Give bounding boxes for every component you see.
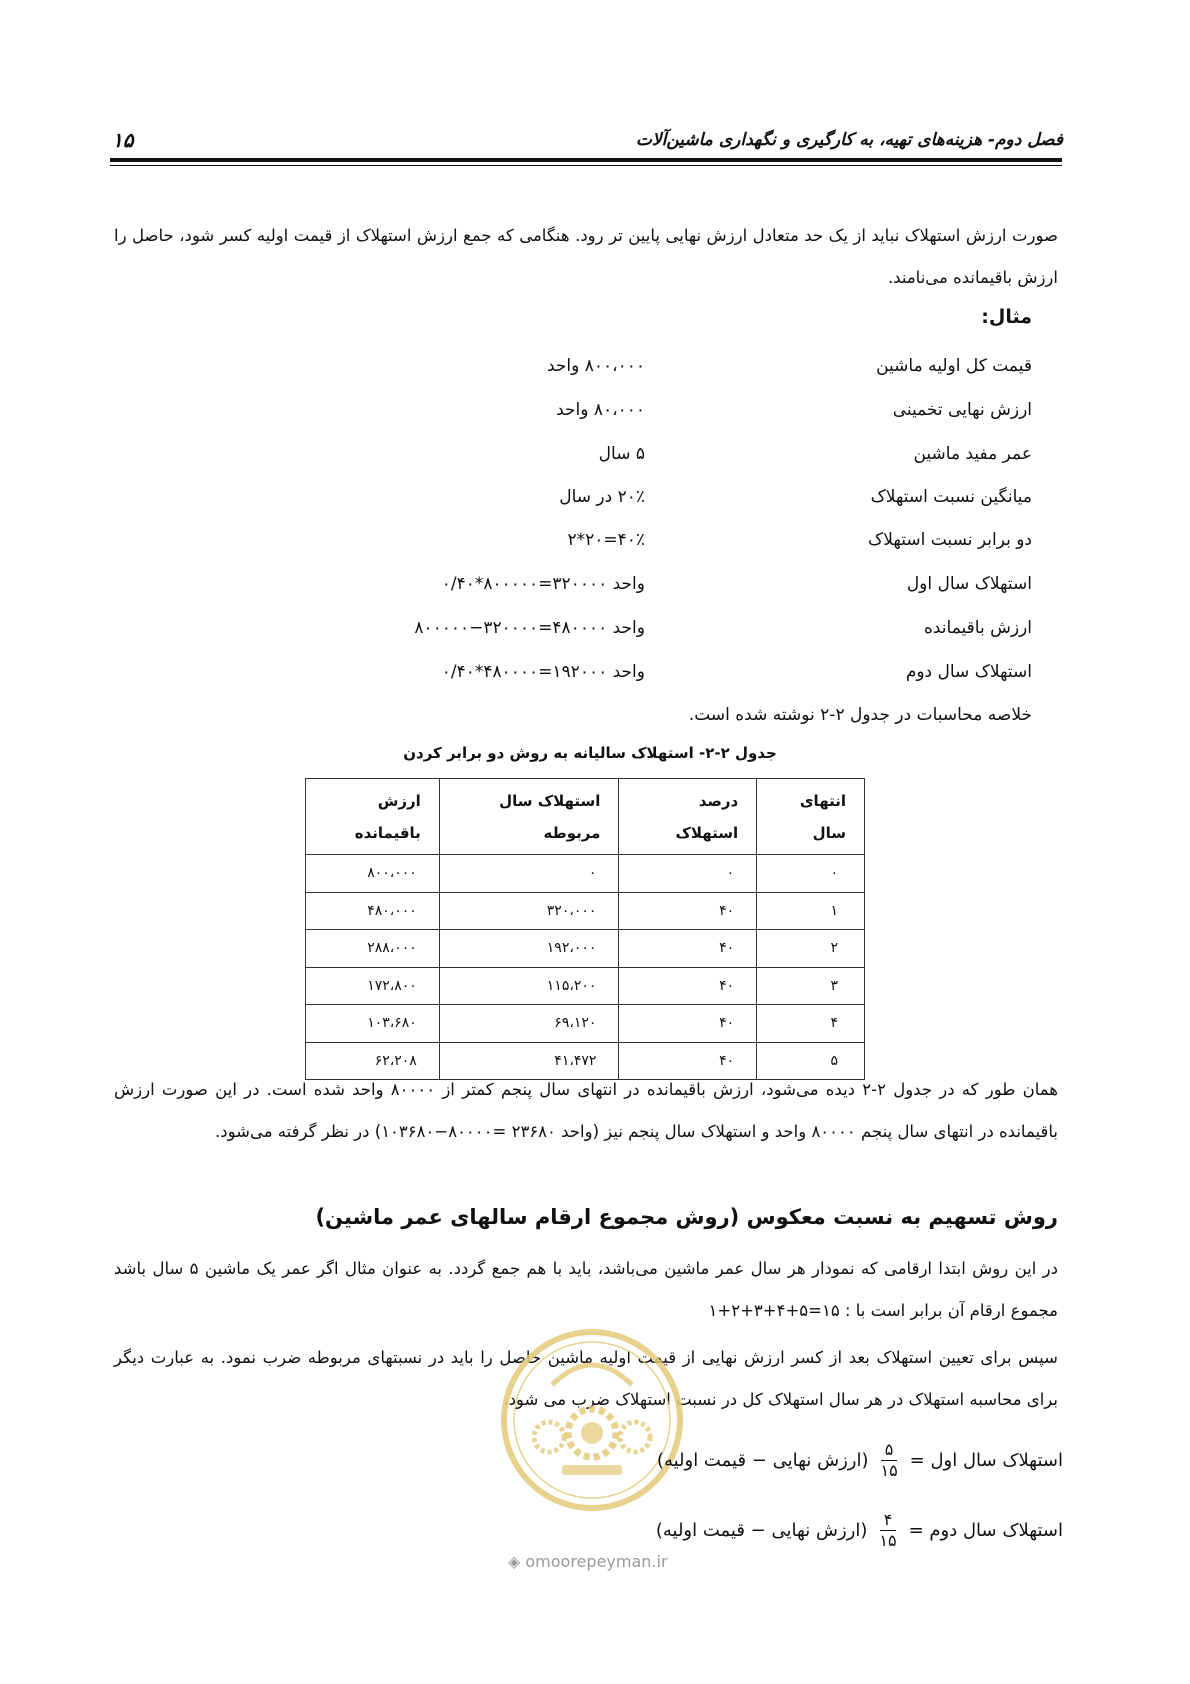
- example-label: ارزش باقیمانده: [923, 618, 1032, 638]
- fraction-numerator: ۵: [881, 1440, 898, 1461]
- table-cell: ۶۲،۲۰۸: [306, 1042, 440, 1080]
- example-value: ۲۰٪ در سال: [559, 487, 645, 507]
- example-value: ۸۰،۰۰۰ واحد: [556, 400, 645, 420]
- table-row: [306, 892, 865, 930]
- table-cell: ۱۱۵،۲۰۰: [439, 967, 619, 1005]
- table-cell: ۱۰۳،۶۸۰: [306, 1005, 440, 1043]
- example-value: ۵ سال: [598, 444, 645, 464]
- column-header: درصد استهلاک: [619, 779, 757, 855]
- fraction: [875, 1510, 900, 1551]
- header-rule-thin: [110, 165, 1062, 166]
- page-number: ۱۵: [112, 128, 134, 152]
- table-cell: ۰: [757, 855, 865, 893]
- example-value: واحد ۴۸۰۰۰۰=۳۲۰۰۰۰−۸۰۰۰۰۰: [414, 618, 645, 638]
- table-cell: ۴۰: [619, 1005, 757, 1043]
- table-row: [306, 855, 865, 893]
- section-heading: روش تسهیم به نسبت معکوس (روش مجموع ارقام سالهای عمر ماشین): [315, 1205, 1058, 1229]
- example-value: ۸۰۰،۰۰۰ واحد: [546, 356, 645, 376]
- fraction-numerator: ۴: [880, 1510, 897, 1531]
- formula-label: استهلاک سال اول =: [909, 1450, 1063, 1471]
- table-cell: ۴۰: [619, 1042, 757, 1080]
- example-value: واحد ۱۹۲۰۰۰=۴۸۰۰۰۰*۰/۴۰: [441, 662, 645, 682]
- table-cell: ۵: [757, 1042, 865, 1080]
- depreciation-table: [305, 778, 865, 1080]
- formula-year-1: [657, 1440, 1063, 1481]
- formula-expression: (ارزش نهایی − قیمت اولیه): [655, 1520, 868, 1541]
- column-header: استهلاک سال مربوطه: [439, 779, 619, 855]
- table-cell: ۳: [757, 967, 865, 1005]
- table-cell: ۰: [619, 855, 757, 893]
- intro-paragraph: صورت ارزش استهلاک نباید از یک حد متعادل ارزش نهایی پایین تر رود. هنگامی که جمع ارزش استهلاک از قیمت اولیه کسر شود، حاصل را ارزش باقیمانده می‌نامند.: [114, 226, 1058, 287]
- table-cell: ۳۲۰،۰۰۰: [439, 892, 619, 930]
- formula-label: استهلاک سال دوم =: [908, 1520, 1063, 1541]
- table-cell: ۴۰: [619, 892, 757, 930]
- table-cell: ۱۷۲،۸۰۰: [306, 967, 440, 1005]
- after-table-paragraph: همان طور که در جدول ۲-۲ دیده می‌شود، ارزش باقیمانده در انتهای سال پنجم کمتر از ۸۰۰۰۰ واحد شده است. در این صورت ارزش باقیمانده در انتهای سال پنجم ۸۰۰۰۰ واحد و استهلاک سال پنجم نیز (واحد ۲۳۶۸۰ =۸۰۰۰۰−۱۰۳۶۸۰) در نظر گرفته می‌شود.: [114, 1080, 1058, 1141]
- formula-year-2: [656, 1510, 1063, 1551]
- table-cell: ۴۸۰،۰۰۰: [306, 892, 440, 930]
- example-label: ارزش نهایی تخمینی: [892, 400, 1032, 420]
- watermark-logo: [497, 1325, 687, 1515]
- section-paragraph: در این روش ابتدا ارقامی که نمودار هر سال عمر ماشین می‌باشد، باید با هم جمع گردد. به عنوان مثال اگر عمر یک ماشین ۵ سال باشد مجموع ارقام آن برابر است با : ۱۵=۵+۴+۳+۲+۱: [114, 1259, 1058, 1320]
- table-cell: ۲: [757, 930, 865, 968]
- table-header-row: [306, 779, 865, 855]
- table-cell: ۰: [439, 855, 619, 893]
- table-row: [306, 967, 865, 1005]
- table-cell: ۶۹،۱۲۰: [439, 1005, 619, 1043]
- watermark-url: ◈ omoorepeyman.ir: [508, 1552, 668, 1571]
- example-label: استهلاک سال اول: [906, 574, 1032, 594]
- fraction: [876, 1440, 901, 1481]
- fraction-denominator: ۱۵: [880, 1461, 898, 1480]
- example-value: ۴۰٪=۲۰*۲: [567, 530, 645, 550]
- example-heading: مثال:: [981, 306, 1032, 328]
- fraction-denominator: ۱۵: [879, 1531, 897, 1550]
- column-header: انتهای سال: [757, 779, 865, 855]
- example-label: میانگین نسبت استهلاک: [870, 487, 1032, 507]
- table-cell: ۴۰: [619, 967, 757, 1005]
- example-label: عمر مفید ماشین: [913, 444, 1032, 464]
- table-cell: ۴۰: [619, 930, 757, 968]
- example-label: قیمت کل اولیه ماشین: [876, 356, 1032, 376]
- table-cell: ۲۸۸،۰۰۰: [306, 930, 440, 968]
- example-summary: خلاصه محاسبات در جدول ۲-۲ نوشته شده است.: [688, 705, 1032, 725]
- example-label: دو برابر نسبت استهلاک: [868, 530, 1032, 550]
- table-cell: ۱۹۲،۰۰۰: [439, 930, 619, 968]
- chapter-title: فصل دوم- هزینه‌های تهیه، به کارگیری و نگهداری ماشین‌آلات: [635, 130, 1063, 150]
- table-row: [306, 1005, 865, 1043]
- table-cell: ۴: [757, 1005, 865, 1043]
- column-header: ارزش باقیمانده: [306, 779, 440, 855]
- header-rule-thick: [110, 158, 1062, 162]
- example-value: واحد ۳۲۰۰۰۰=۸۰۰۰۰۰*۰/۴۰: [441, 574, 645, 594]
- table-cell: ۱: [757, 892, 865, 930]
- table-caption: جدول ۲-۲- استهلاک سالیانه به روش دو برابر کردن: [403, 744, 777, 762]
- table-cell: ۸۰۰،۰۰۰: [306, 855, 440, 893]
- section-paragraph: سپس برای تعیین استهلاک بعد از کسر ارزش نهایی از قیمت اولیه ماشین حاصل را باید در نسبتهای مربوطه ضرب نمود. به عبارت دیگر برای محاسبه استهلاک در هر سال استهلاک کل در نسبت استهلاک ضرب می شود.: [114, 1348, 1058, 1409]
- table-row: [306, 930, 865, 968]
- example-label: استهلاک سال دوم: [905, 662, 1032, 682]
- table-cell: ۴۱،۴۷۲: [439, 1042, 619, 1080]
- formula-expression: (ارزش نهایی − قیمت اولیه): [656, 1450, 869, 1471]
